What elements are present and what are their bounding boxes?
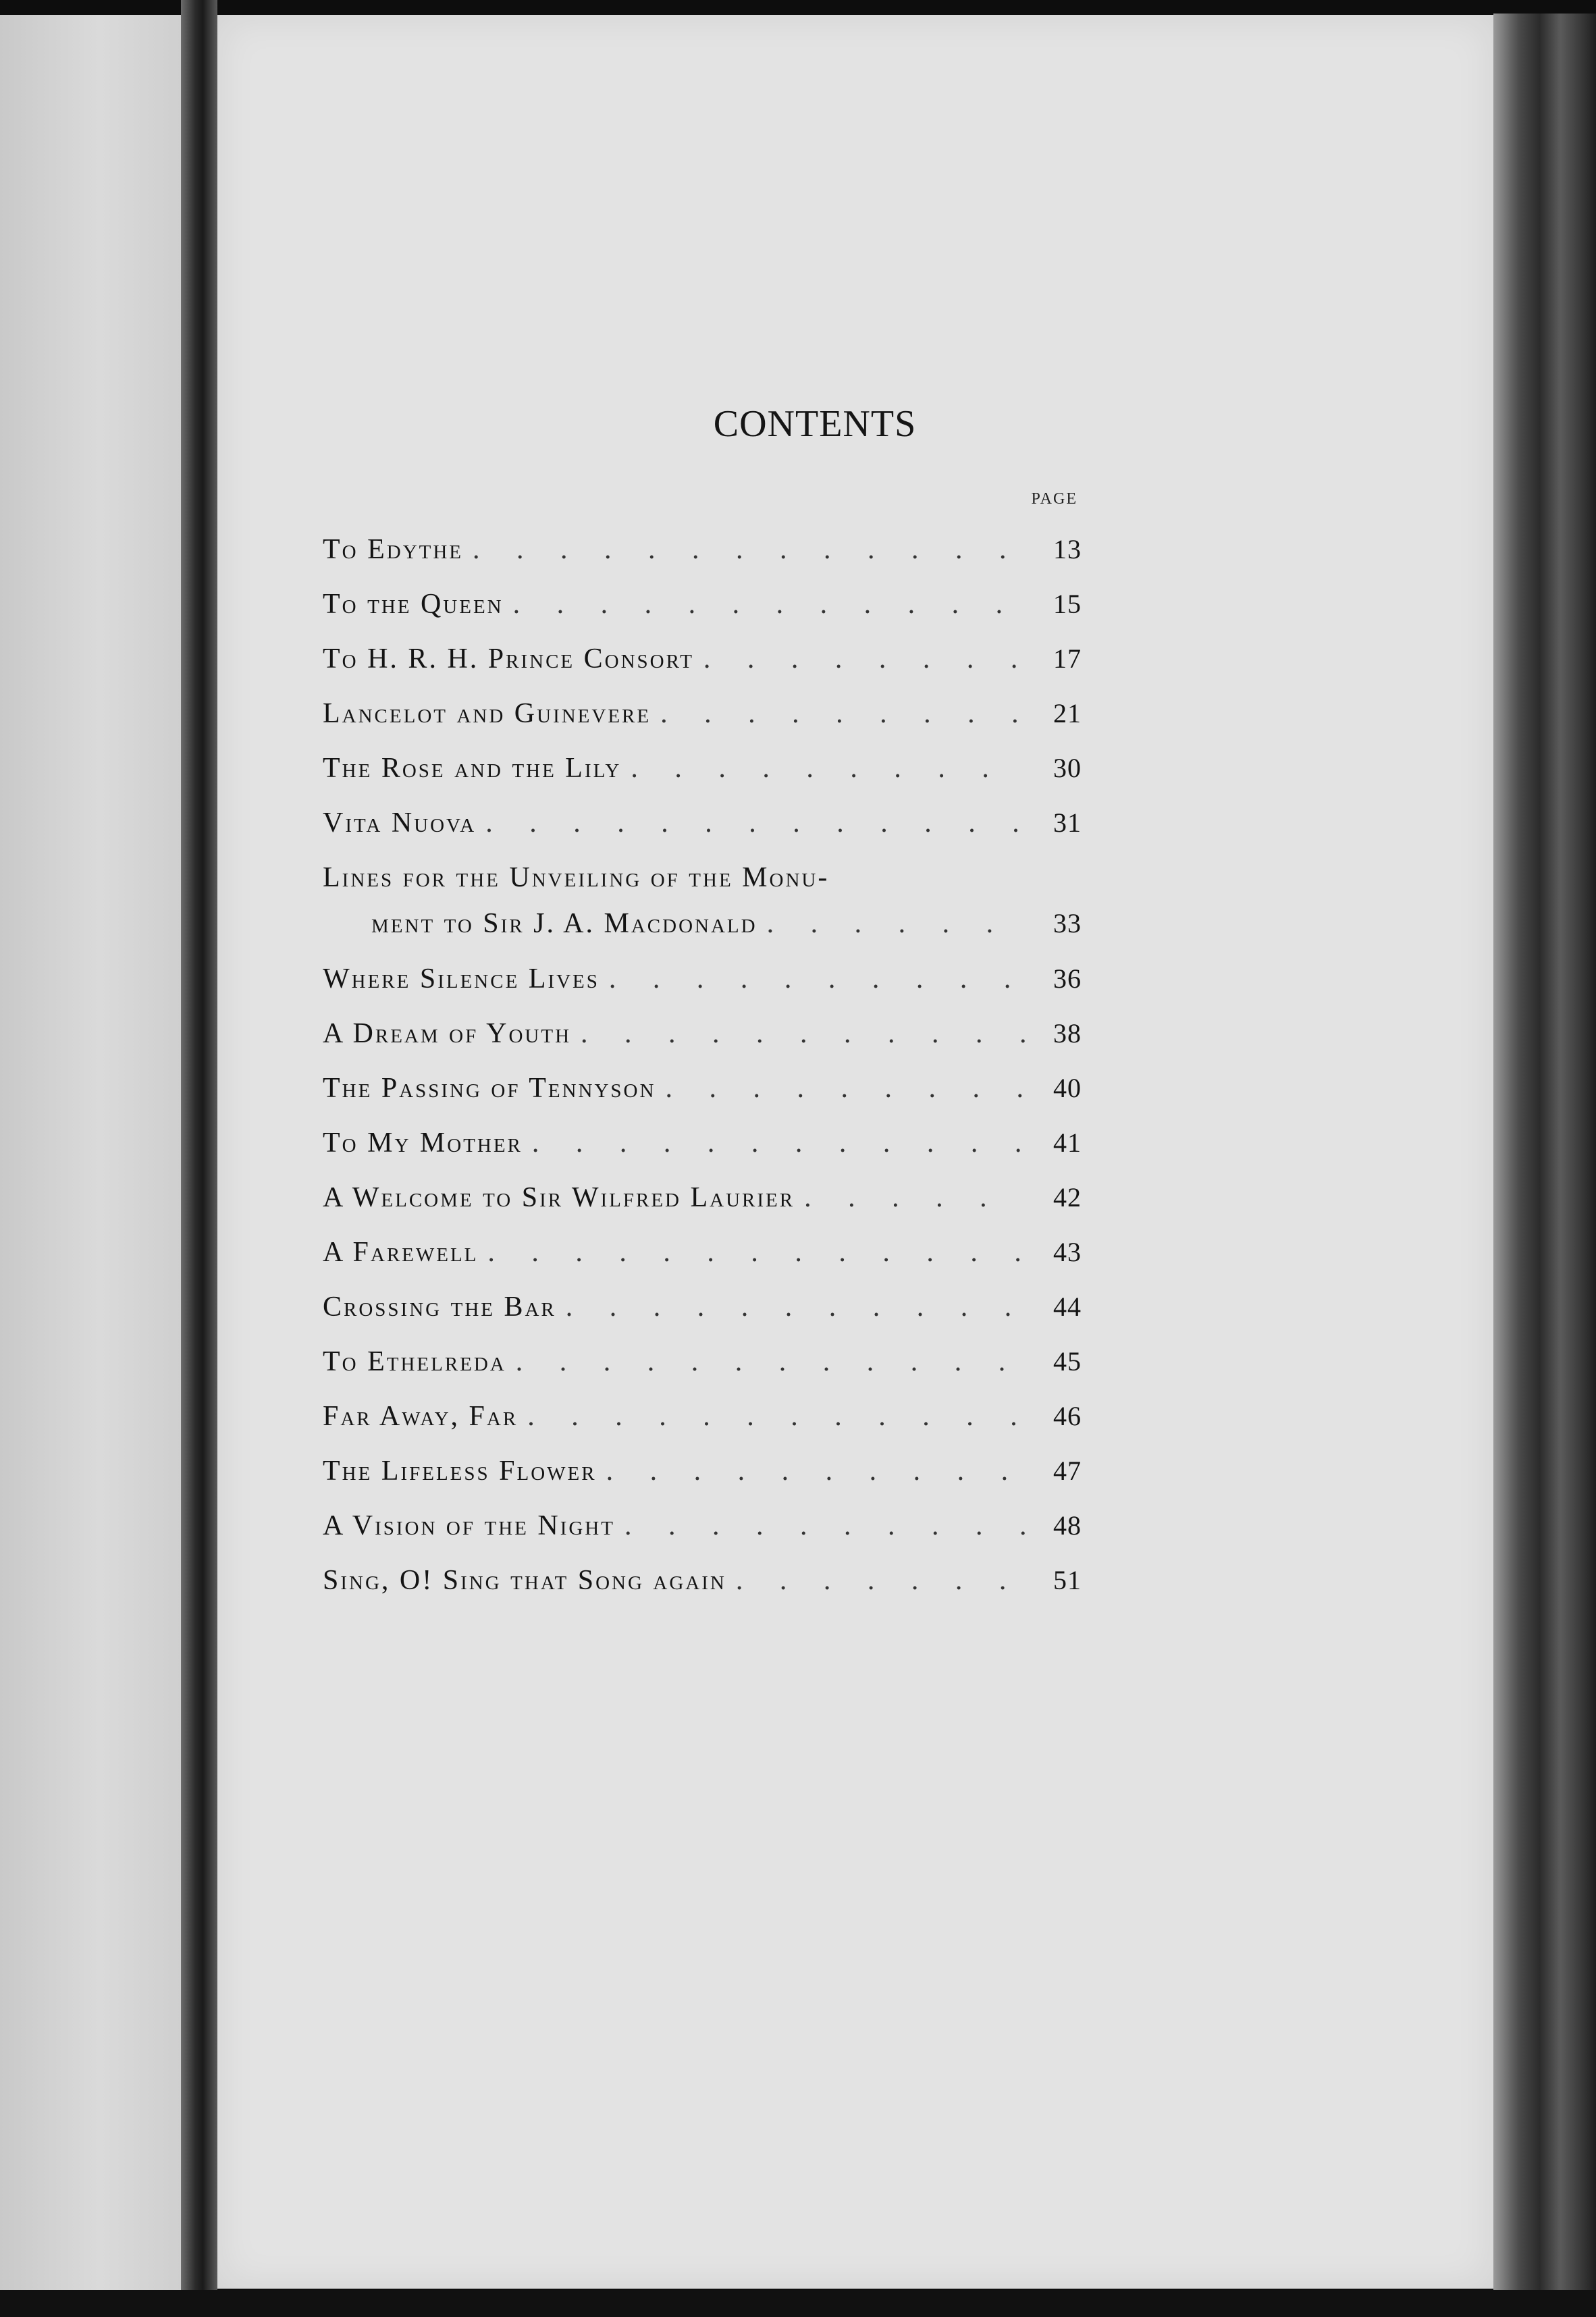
toc-entry-title: A Vision of the Night [323,1510,615,1541]
toc-entry [323,1346,1082,1400]
toc-entry [323,752,1082,807]
toc-entry-page: 44 [1053,1291,1082,1322]
toc-entry-title: Where Silence Lives [323,963,600,994]
toc-entry-page: 36 [1053,963,1082,994]
toc-entry [323,963,1082,1017]
toc-entry-title: To H. R. H. Prince Consort [323,643,694,674]
toc-entry [323,1127,1082,1181]
toc-entry-title: Sing, O! Sing that Song again [323,1565,726,1596]
toc-entry-title: To Ethelreda [323,1346,506,1377]
toc-entry-title: A Welcome to Sir Wilfred Laurier [323,1182,795,1213]
toc-entry-title: A Dream of Youth [323,1018,572,1049]
toc-entry-page: 42 [1053,1182,1082,1213]
toc-entry-title: A Farewell [323,1237,479,1268]
toc-entry-page: 48 [1053,1510,1082,1541]
toc-entry [323,1236,1082,1291]
toc-entry-page: 33 [1053,908,1082,938]
toc-entry [323,697,1082,752]
toc-entry-title: Lines for the Unveiling of the Monu- [323,862,830,893]
book-fore-edge [1493,14,1596,2302]
toc-entry-title: The Rose and the Lily [323,753,622,784]
toc-entry-page: 47 [1053,1456,1082,1486]
toc-entry-page: 13 [1053,534,1082,564]
toc-entry-page: 15 [1053,589,1082,619]
toc-entry-title: Lancelot and Guinevere [323,698,651,729]
toc-entry-page: 45 [1053,1346,1082,1377]
toc-entry [323,1072,1082,1127]
page-column-label: PAGE [1031,490,1078,508]
scan-border [0,2290,1596,2317]
page-title: CONTENTS [713,403,917,445]
toc-entry [323,643,1082,697]
toc-entry-title-continued: ment to Sir J. A. Macdonald [371,908,757,939]
toc-entry-page: 30 [1053,753,1082,783]
toc-entry [323,1017,1082,1072]
toc-entry-page: 43 [1053,1237,1082,1267]
toc-entry [323,1564,1082,1619]
toc-entry-title: Vita Nuova [323,807,477,838]
toc-entry-page: 46 [1053,1401,1082,1431]
toc-entry [323,588,1082,643]
toc-entry-title: Crossing the Bar [323,1291,556,1323]
toc-entry-page: 31 [1053,807,1082,838]
toc-entry-page: 40 [1053,1073,1082,1103]
toc-entry-title: To the Queen [323,589,504,620]
book-gutter [181,0,217,2317]
toc-entry-title: Far Away, Far [323,1401,518,1432]
toc-entry [323,1291,1082,1346]
toc-entry [323,1510,1082,1564]
toc-entry [323,1400,1082,1455]
facing-page-edge [0,15,181,2302]
toc-entry-title: The Lifeless Flower [323,1456,597,1487]
toc-entry [323,1455,1082,1510]
toc-entry [323,1181,1082,1236]
toc-entry [323,807,1082,861]
toc-entry [323,861,1082,963]
toc-entry-page: 21 [1053,698,1082,728]
toc-entry-title: To My Mother [323,1127,523,1158]
toc-entry-page: 41 [1053,1127,1082,1158]
toc-entry-title: The Passing of Tennyson [323,1073,656,1104]
table-of-contents [323,533,1082,1619]
toc-entry-title: To Edythe [323,534,464,565]
toc-entry-page: 51 [1053,1565,1082,1595]
toc-entry-page: 17 [1053,643,1082,674]
toc-entry [323,533,1082,588]
toc-entry-page: 38 [1053,1018,1082,1048]
